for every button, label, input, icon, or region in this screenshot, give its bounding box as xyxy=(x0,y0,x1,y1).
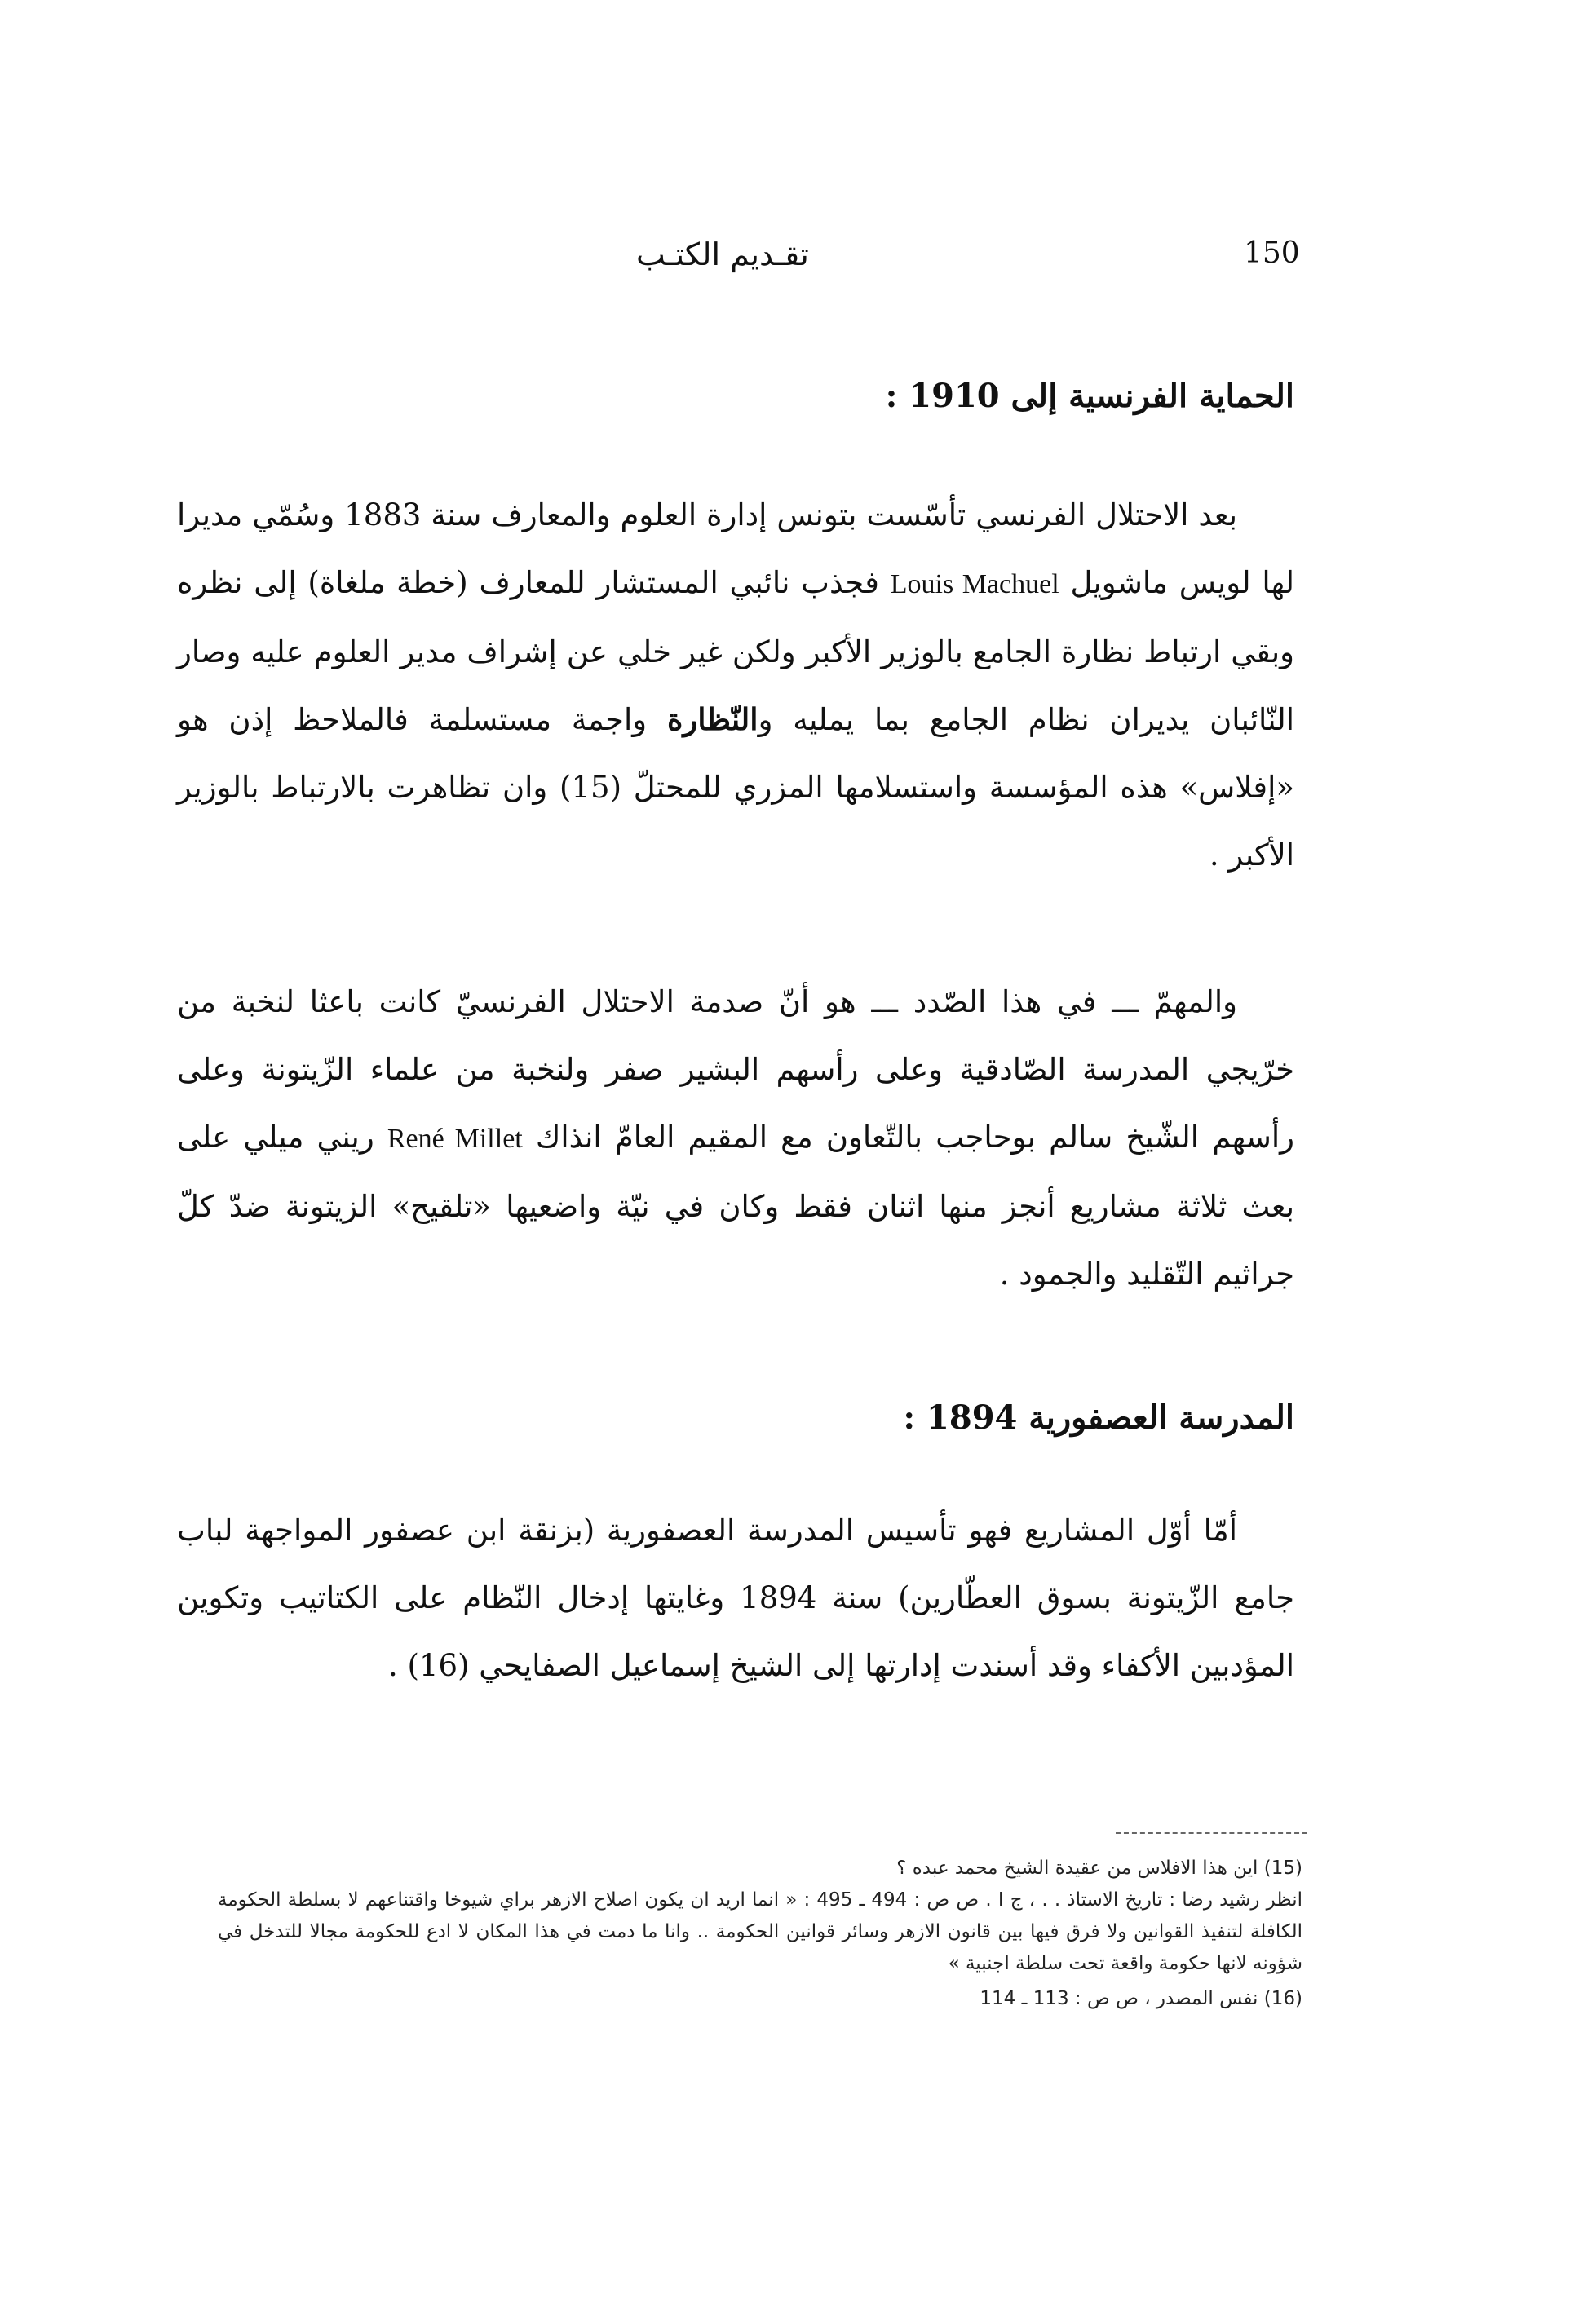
paragraph-education-administration xyxy=(177,481,1294,889)
latin-name-rene-millet: René Millet xyxy=(387,1124,523,1154)
running-title: تقـديم الكتـب xyxy=(636,236,809,272)
section-heading-french-protectorate: الحماية الفرنسية إلى 1910 : xyxy=(885,377,1294,415)
section-heading-asfouria-school: المدرسة العصفورية 1894 : xyxy=(903,1398,1294,1437)
paragraph-text-part: واجمة مستسلمة فالملاحظ إذن هو «إفلاس» هذه المؤسسة واستسلامها المزري للمحتلّ (15) وان تظاهرت بالارتباط بالوزير الأكبر . xyxy=(177,702,1294,873)
latin-name-louis-machuel: Louis Machuel xyxy=(890,569,1059,599)
footnotes xyxy=(218,1853,1302,2018)
footnote-15 xyxy=(218,1853,1302,1980)
footnote-marker: (16) xyxy=(1263,1988,1302,2009)
footnote-divider xyxy=(1116,1832,1307,1834)
paragraph-text-part: ريني ميلي على بعث ثلاثة مشاريع أنجز منها اثنان فقط وكان في نيّة واضعيها «تلقيح» الزيتونة ضدّ كلّ جراثيم التّقليد والجمود . xyxy=(177,1120,1294,1292)
running-header xyxy=(0,236,1592,285)
footnote-text: نفس المصدر ، ص ص : 113 ـ 114 xyxy=(980,1988,1258,2009)
footnote-marker: (15) xyxy=(1263,1858,1302,1879)
page-number: 150 xyxy=(1244,236,1300,270)
footnote-16 xyxy=(218,1983,1302,2015)
paragraph-text-part: فجذب نائبي المستشار للمعارف (خطة ملغاة) إلى نظره وبقي ارتباط نظارة الجامع بالوزير الأكبر ولكن غير خلي عن إشراف مدير العلوم عليه وصار النّائبان يديران نظام الجامع بما يمليه و xyxy=(177,565,1294,737)
paragraph-asfouria-founding xyxy=(177,1496,1294,1699)
paragraph-text xyxy=(177,481,1294,889)
paragraph-occupation-shock xyxy=(177,968,1294,1308)
paragraph-text: أمّا أوّل المشاريع فهو تأسيس المدرسة العصفورية (بزنقة ابن عصفور المواجهة لباب جامع الزّيتونة بسوق العطّارين) سنة 1894 وغايتها إدخال النّظام على الكتاتيب وتكوين المؤدبين الأكفاء وقد أسندت إدارتها إلى الشيخ إسماعيل الصفايحي (16) . xyxy=(177,1513,1294,1683)
paragraph-text-part: والمهمّ ـــ في هذا الصّدد ـــ هو أنّ صدمة الاحتلال الفرنسيّ كانت باعثا لنخبة من خرّيجي المدرسة الصّادقية وعلى رأسهم البشير صفر ولنخبة من علماء الزّيتونة وعلى رأسهم الشّيخ سالم بوحاجب بالتّعاون مع المقيم العامّ انذاك xyxy=(177,984,1294,1155)
footnote-continuation: انظر رشيد رضا : تاريخ الاستاذ . . ، ج I . ص ص : 494 ـ 495 : « انما اريد ان يكون اصلاح الازهر براي شيوخا واقتناعهم لا بسلطة الحكومة الكافلة لتنفيذ القوانين ولا فرق فيها بين قانون الازهر وسائر قوانين الحكومة .. وانا ما دمت في هذا المكان لا ادع للحكومة مجالا للتدخل في شؤونه لانها حكومة واقعة تحت سلطة اجنبية » xyxy=(218,1889,1303,1974)
bold-term-nidhara: النّظارة xyxy=(666,701,758,737)
paragraph-text xyxy=(177,968,1294,1308)
paragraph-text-part: بعد الاحتلال الفرنسي تأسّست بتونس إدارة العلوم والمعارف سنة 1883 وسُمّي مديرا لها لويس ماشويل xyxy=(177,497,1295,600)
footnote-text: اين هذا الافلاس من عقيدة الشيخ محمد عبده ؟ xyxy=(896,1858,1258,1879)
